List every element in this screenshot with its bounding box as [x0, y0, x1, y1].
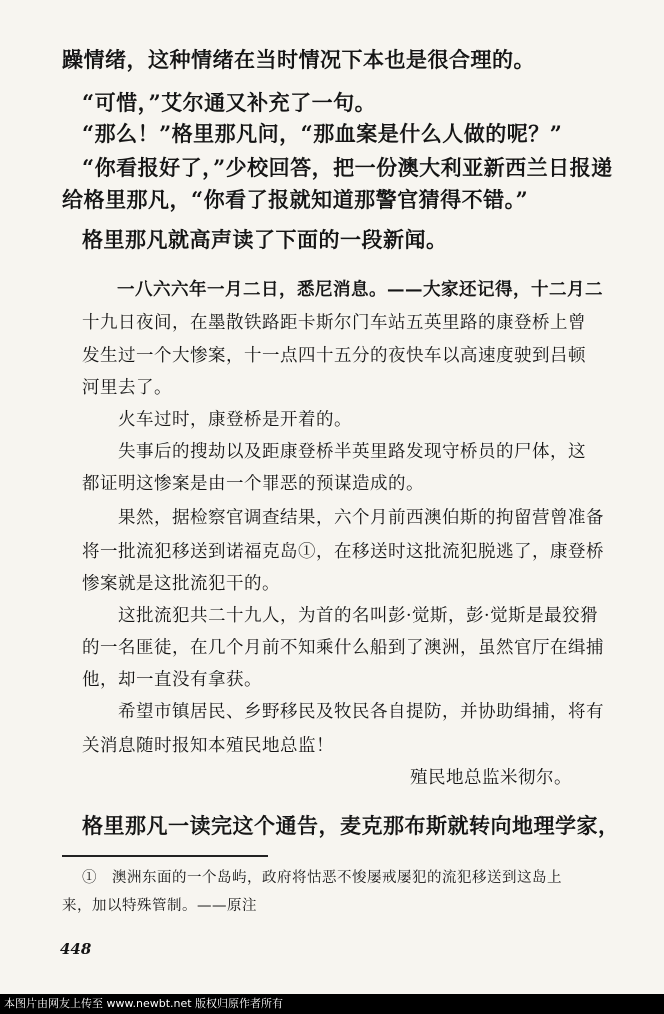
body-text-line: 格里那凡就高声读了下面的一段新闻。	[82, 227, 448, 252]
footnote-line: 来，加以特殊管制。——原注	[62, 898, 257, 914]
news-text-line: 失事后的搜劫以及距康登桥半英里路发现守桥员的尸体，这	[118, 442, 586, 462]
footnote-divider	[62, 855, 268, 857]
body-text-line: “你看报好了，”少校回答，把一份澳大利亚新西兰日报递	[82, 155, 613, 180]
news-text-line: 发生过一个大惨案，十一点四十五分的夜快车以高速度驶到吕顿	[82, 346, 586, 366]
news-text-line: 十九日夜间，在墨散铁路距卡斯尔门车站五英里路的康登桥上曾	[82, 313, 586, 333]
news-text-line: 惨案就是这批流犯干的。	[82, 574, 280, 594]
body-text-line: 格里那凡一读完这个通告，麦克那布斯就转向地理学家，	[82, 813, 620, 838]
news-text-line: 的一名匪徒，在几个月前不知乘什么船到了澳洲，虽然官厅在缉捕	[82, 638, 604, 658]
news-text-line: 希望市镇居民、乡野移民及牧民各自提防，并协助缉捕，将有	[118, 702, 604, 722]
news-text-line: 一八六六年一月二日，悉尼消息。——大家还记得，十二月二	[117, 280, 603, 300]
news-signature: 殖民地总监米彻尔。	[410, 768, 572, 788]
news-text-line: 都证明这惨案是由一个罪恶的预谋造成的。	[82, 474, 424, 494]
body-text-line: 给格里那凡，“你看了报就知道那警官猜得不错。”	[62, 187, 529, 212]
news-text-line: 他，却一直没有拿获。	[82, 670, 262, 690]
page-number: 448	[60, 940, 92, 958]
body-text-line: “可惜，”艾尔通又补充了一句。	[82, 90, 377, 115]
footnote-line: ① 澳洲东面的一个岛屿，政府将怙恶不悛屡戒屡犯的流犯移送到这岛上	[82, 870, 562, 886]
news-text-line: 关消息随时报知本殖民地总监！	[82, 736, 334, 756]
body-text-line: 躁情绪，这种情绪在当时情况下本也是很合理的。	[62, 47, 535, 72]
news-text-line: 河里去了。	[82, 378, 172, 398]
watermark-bar: 本图片由网友上传至 www.newbt.net 版权归原作者所有	[0, 994, 664, 1014]
news-text-line: 火车过时，康登桥是开着的。	[118, 410, 352, 430]
body-text-line: “那么！”格里那凡问，“那血案是什么人做的呢？”	[82, 121, 563, 146]
news-text-line: 果然，据检察官调查结果，六个月前西澳伯斯的拘留营曾准备	[118, 508, 604, 528]
news-text-line: 这批流犯共二十九人，为首的名叫彭·觉斯，彭·觉斯是最狡猾	[118, 606, 599, 626]
news-text-line: 将一批流犯移送到诺福克岛①，在移送时这批流犯脱逃了，康登桥	[82, 542, 604, 562]
